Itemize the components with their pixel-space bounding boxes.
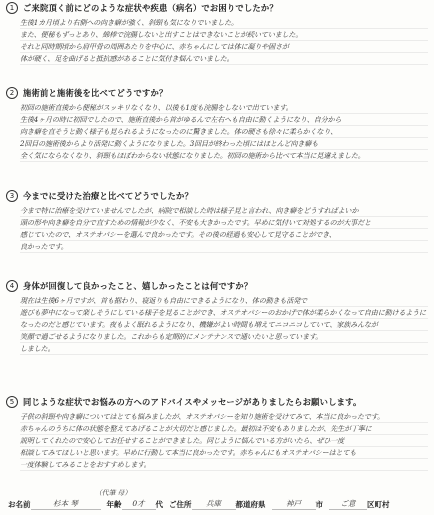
town-value: ご意 (329, 498, 367, 510)
answer-line: 赤ちゃんのうちに体の状態を整えてあげることが大切だと感じました。最初は不安もありましたが、先生が丁寧に (20, 424, 372, 433)
answer-line: 現在は生後6ヶ月ですが、首も据わり、寝返りも自由にできるようになり、体の動きも活発で (20, 296, 307, 305)
prefecture-value: 兵庫 (192, 498, 236, 510)
question-4-answer (20, 295, 428, 355)
answer-line: また、便秘もずっとあり、綿棒で浣腸しないと出すことはできないことが続いていました。 (20, 30, 303, 39)
question-2-number: 2 (6, 87, 18, 99)
answer-line: 生後4ヶ月の時に初回でしたので、施術直後から首がゆるんで左右へも自由に動くようになり、自分から (20, 115, 342, 124)
answer-line: 相談してみてほしいと思います。早めに行動して本当に良かったです。赤ちゃんにもオステオパシーはとても (20, 448, 357, 457)
answer-line: しました。 (20, 344, 55, 353)
address-label: ご住所 (169, 500, 192, 509)
age-label: 年齢 (106, 500, 122, 509)
proxy-writer-note: （代筆 母） (95, 489, 132, 497)
question-5-title: 同じような症状でお悩みの方へのアドバイスやメッセージがありましたらお願いします。 (23, 396, 362, 407)
name-value: 杉本 琴 (31, 498, 101, 510)
answer-line: なったのだと感じています。夜もよく眠れるようになり、機嫌がよい時間も増えてニコニコしていて、家族みんなが (20, 320, 378, 329)
question-5-answer (20, 411, 428, 471)
city-suffix: 市 (315, 500, 323, 509)
question-3-answer (20, 205, 428, 253)
answer-line: 一度体験してみることをおすすめします。 (20, 460, 151, 469)
question-2-header (6, 86, 428, 99)
respondent-info-row (8, 496, 428, 510)
question-3-header (6, 189, 428, 202)
question-1-header (6, 1, 428, 14)
question-3-number: 3 (6, 190, 18, 202)
answer-line: 子供の斜頸や向き癖についてはとても悩みましたが、オステオパシーを知り施術を受けてみて、本当に良かったです。 (20, 412, 385, 421)
name-label: お名前 (8, 500, 31, 509)
question-4-header (6, 279, 428, 292)
question-2-section (6, 86, 428, 162)
town-suffix: 区町村 (367, 500, 390, 509)
age-suffix: 代 (155, 500, 163, 509)
answer-line: 全く気にならなくなり、斜頸もほぼわからない状態になりました。初回の施術から比べて本当に見違えました。 (20, 151, 365, 160)
question-5-number: 5 (6, 396, 18, 408)
answer-line: 体が硬く、足を曲げると抵抗感があることに気付き悩んでいました。 (20, 54, 234, 63)
question-2-title: 施術前と施術後を比べてどうですか？ (23, 87, 168, 98)
answer-line: 感じていたので、オステオパシーを選んで良かったです。その後の経過も安心して見守ることができ、 (20, 230, 336, 239)
answer-line: 遊びも夢中になって楽しそうにしている様子を見ることができ、オステオパシーのおかげで体が柔らかくなって自由に動けるように (20, 308, 426, 317)
question-1-number: 1 (6, 2, 18, 14)
question-1-answer (20, 17, 428, 65)
answer-line: 生後1カ月頃より右側への向き癖が強く、斜頸も気になりでいました。 (20, 18, 238, 27)
answer-line: 2回目の施術後からより活発に動くようになりました。3回目が終わった頃にはほとんど向き癖も (20, 139, 319, 148)
question-3-title: 今までに受けた治療と比べてどうでしたか？ (23, 190, 193, 201)
answer-line: 説明してくれたので安心してお任せすることができました。同じように悩んでいる方がいたら、ぜひ一度 (20, 436, 345, 445)
answer-line: 良かったです。 (20, 242, 68, 251)
answer-line: 笑顔で過ごせるようになりました。これからも定期的にメンテナンスで通いたいと思っています。 (20, 332, 323, 341)
question-1-section (6, 1, 428, 65)
question-4-title: 身体が回復して良かったこと、嬉しかったことは何ですか？ (23, 280, 253, 291)
city-value: 神戸 (272, 498, 316, 510)
question-3-section (6, 189, 428, 253)
question-5-header (6, 395, 428, 408)
answer-line: それと同時期頃から肩甲骨の周囲あたりを中心に、赤ちゃんにしては体に凝りや固さが (20, 42, 289, 51)
answer-line: 初回の施術直後から便秘がスッキリなくなり、以後も1度も浣腸をしないで出ています。 (20, 103, 293, 112)
prefecture-suffix: 都道府県 (235, 500, 266, 509)
answer-line: 頭の形や向き癖を自分で直すための情報が少なく、不安も大きかったです。早めに気付いて対処するのが大事だと (20, 218, 371, 227)
answer-line: 今まで特に治療を受けていませんでしたが、病院で相談した時は様子見と言われ、向き癖をどうすればよいか (20, 206, 359, 215)
question-4-number: 4 (6, 280, 18, 292)
question-4-section (6, 279, 428, 355)
question-1-title: ご来院頂く前にどのような症状や疾患（病名）でお困りでしたか？ (23, 2, 278, 13)
question-5-section (6, 395, 428, 471)
age-value: 0才 (122, 498, 156, 510)
answer-line: 向き癖を直そうと動く様子も見られるようになったのに驚きました。体の硬さも徐々に柔らかくなり、 (20, 127, 338, 136)
question-2-answer (20, 102, 428, 162)
